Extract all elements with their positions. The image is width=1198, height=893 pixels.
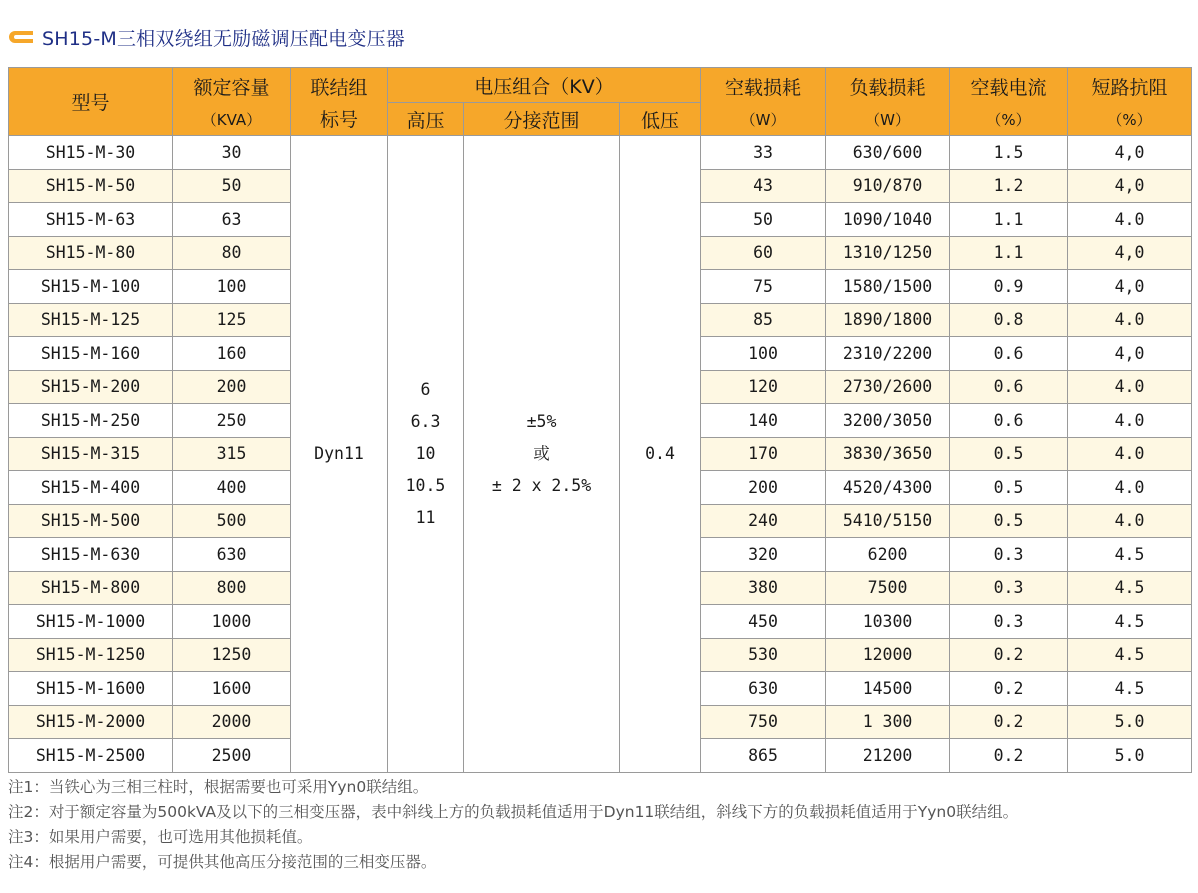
cell-model: SH15-M-160 <box>9 337 173 371</box>
cell-load-loss: 1890/1800 <box>826 303 950 337</box>
cell-load-loss: 2730/2600 <box>826 370 950 404</box>
cell-model: SH15-M-400 <box>9 471 173 505</box>
cell-capacity: 125 <box>173 303 291 337</box>
cell-model: SH15-M-200 <box>9 370 173 404</box>
cell-impedance: 5.0 <box>1068 739 1192 773</box>
cell-capacity: 400 <box>173 471 291 505</box>
page-title: SH15-M三相双绕组无励磁调压配电变压器 <box>42 27 405 50</box>
tag-arrow-icon <box>8 30 34 44</box>
cell-impedance: 4.5 <box>1068 571 1192 605</box>
cell-hv <box>388 136 464 773</box>
cell-noload-loss: 200 <box>701 471 826 505</box>
lv-value: 0.4 <box>645 443 675 463</box>
cell-impedance: 4.0 <box>1068 203 1192 237</box>
cell-model: SH15-M-30 <box>9 136 173 170</box>
cell-tap <box>464 136 620 773</box>
cell-model: SH15-M-1250 <box>9 638 173 672</box>
cell-noload-current: 0.6 <box>950 337 1068 371</box>
cell-model: SH15-M-2500 <box>9 739 173 773</box>
cell-impedance: 4.0 <box>1068 404 1192 438</box>
cell-load-loss: 5410/5150 <box>826 504 950 538</box>
cell-load-loss: 1580/1500 <box>826 270 950 304</box>
cell-load-loss: 1 300 <box>826 705 950 739</box>
hv-value: 11 <box>415 507 436 527</box>
cell-noload-current: 0.3 <box>950 538 1068 572</box>
cell-impedance: 4.5 <box>1068 638 1192 672</box>
cell-load-loss: 14500 <box>826 672 950 706</box>
cell-group <box>291 136 388 773</box>
header-tap: 分接范围 <box>464 103 620 136</box>
header-noload-loss: 空载损耗 （W） <box>701 68 826 136</box>
cell-noload-loss: 170 <box>701 437 826 471</box>
cell-model: SH15-M-500 <box>9 504 173 538</box>
cell-load-loss: 1310/1250 <box>826 236 950 270</box>
notes <box>8 775 1018 875</box>
header-load-loss: 负载损耗 （W） <box>826 68 950 136</box>
cell-load-loss: 12000 <box>826 638 950 672</box>
header-hv: 高压 <box>388 103 464 136</box>
cell-noload-loss: 43 <box>701 169 826 203</box>
cell-noload-loss: 320 <box>701 538 826 572</box>
cell-noload-loss: 750 <box>701 705 826 739</box>
cell-capacity: 100 <box>173 270 291 304</box>
cell-noload-current: 0.2 <box>950 705 1068 739</box>
note-1: 注1：当铁心为三相三柱时，根据需要也可采用Yyn0联结组。 <box>8 778 429 796</box>
cell-load-loss: 6200 <box>826 538 950 572</box>
cell-model: SH15-M-125 <box>9 303 173 337</box>
cell-model: SH15-M-630 <box>9 538 173 572</box>
cell-noload-loss: 75 <box>701 270 826 304</box>
cell-impedance: 4.5 <box>1068 672 1192 706</box>
cell-noload-current: 1.5 <box>950 136 1068 170</box>
cell-noload-current: 0.5 <box>950 437 1068 471</box>
cell-capacity: 63 <box>173 203 291 237</box>
cell-load-loss: 910/870 <box>826 169 950 203</box>
cell-model: SH15-M-100 <box>9 270 173 304</box>
cell-impedance: 4.5 <box>1068 538 1192 572</box>
spec-table <box>8 67 1192 773</box>
cell-load-loss: 10300 <box>826 605 950 639</box>
cell-load-loss: 4520/4300 <box>826 471 950 505</box>
cell-capacity: 200 <box>173 370 291 404</box>
header-impedance: 短路抗阻 （%） <box>1068 68 1192 136</box>
cell-model: SH15-M-800 <box>9 571 173 605</box>
cell-noload-current: 0.9 <box>950 270 1068 304</box>
cell-load-loss: 1090/1040 <box>826 203 950 237</box>
header-group: 联结组 标号 <box>291 68 388 136</box>
cell-noload-current: 0.2 <box>950 638 1068 672</box>
cell-capacity: 2000 <box>173 705 291 739</box>
hv-value: 10 <box>415 443 436 463</box>
cell-impedance: 4,0 <box>1068 169 1192 203</box>
header-capacity: 额定容量 （KVA） <box>173 68 291 136</box>
cell-capacity: 500 <box>173 504 291 538</box>
cell-load-loss: 21200 <box>826 739 950 773</box>
note-4: 注4：根据用户需要，可提供其他高压分接范围的三相变压器。 <box>8 853 437 871</box>
hv-value: 10.5 <box>405 475 446 495</box>
cell-model: SH15-M-1600 <box>9 672 173 706</box>
hv-value: 6.3 <box>410 411 441 431</box>
cell-noload-current: 1.1 <box>950 203 1068 237</box>
header-model: 型号 <box>9 68 173 136</box>
cell-noload-loss: 60 <box>701 236 826 270</box>
table-body <box>9 136 1192 773</box>
cell-load-loss: 3830/3650 <box>826 437 950 471</box>
cell-noload-current: 0.2 <box>950 739 1068 773</box>
group-value: Dyn11 <box>314 443 364 463</box>
cell-capacity: 800 <box>173 571 291 605</box>
cell-model: SH15-M-1000 <box>9 605 173 639</box>
cell-capacity: 2500 <box>173 739 291 773</box>
cell-impedance: 4.0 <box>1068 504 1192 538</box>
cell-model: SH15-M-2000 <box>9 705 173 739</box>
cell-capacity: 30 <box>173 136 291 170</box>
cell-impedance: 5.0 <box>1068 705 1192 739</box>
cell-model: SH15-M-80 <box>9 236 173 270</box>
cell-noload-loss: 33 <box>701 136 826 170</box>
header-voltage-combo: 电压组合（KV） <box>388 68 701 103</box>
cell-load-loss: 3200/3050 <box>826 404 950 438</box>
cell-load-loss: 630/600 <box>826 136 950 170</box>
cell-capacity: 50 <box>173 169 291 203</box>
cell-noload-loss: 100 <box>701 337 826 371</box>
cell-noload-current: 0.2 <box>950 672 1068 706</box>
cell-impedance: 4.0 <box>1068 303 1192 337</box>
cell-impedance: 4.0 <box>1068 471 1192 505</box>
cell-noload-loss: 450 <box>701 605 826 639</box>
cell-noload-loss: 240 <box>701 504 826 538</box>
note-2: 注2：对于额定容量为500kVA及以下的三相变压器，表中斜线上方的负载损耗值适用于Dyn11联结组，斜线下方的负载损耗值适用于Yyn0联结组。 <box>8 803 1019 821</box>
cell-noload-loss: 140 <box>701 404 826 438</box>
cell-capacity: 250 <box>173 404 291 438</box>
cell-noload-current: 0.3 <box>950 605 1068 639</box>
cell-capacity: 630 <box>173 538 291 572</box>
cell-model: SH15-M-50 <box>9 169 173 203</box>
header-noload-current: 空载电流 （%） <box>950 68 1068 136</box>
cell-capacity: 80 <box>173 236 291 270</box>
cell-load-loss: 2310/2200 <box>826 337 950 371</box>
tap-value: ±5% <box>526 411 557 431</box>
cell-noload-loss: 865 <box>701 739 826 773</box>
header-lv: 低压 <box>620 103 701 136</box>
cell-model: SH15-M-63 <box>9 203 173 237</box>
table-row <box>9 136 1192 170</box>
cell-capacity: 1000 <box>173 605 291 639</box>
cell-impedance: 4.0 <box>1068 437 1192 471</box>
note-3: 注3：如果用户需要，也可选用其他损耗值。 <box>8 828 313 846</box>
cell-impedance: 4,0 <box>1068 136 1192 170</box>
cell-capacity: 160 <box>173 337 291 371</box>
cell-noload-loss: 50 <box>701 203 826 237</box>
cell-impedance: 4,0 <box>1068 270 1192 304</box>
title-bar <box>8 22 405 52</box>
cell-impedance: 4.0 <box>1068 370 1192 404</box>
cell-noload-current: 0.3 <box>950 571 1068 605</box>
cell-impedance: 4,0 <box>1068 236 1192 270</box>
cell-load-loss: 7500 <box>826 571 950 605</box>
cell-noload-current: 1.1 <box>950 236 1068 270</box>
cell-lv <box>620 136 701 773</box>
cell-noload-loss: 380 <box>701 571 826 605</box>
cell-noload-loss: 630 <box>701 672 826 706</box>
cell-capacity: 1250 <box>173 638 291 672</box>
cell-noload-current: 1.2 <box>950 169 1068 203</box>
tap-value: ± 2 x 2.5% <box>491 475 592 495</box>
tap-value: 或 <box>533 443 550 463</box>
cell-noload-loss: 530 <box>701 638 826 672</box>
cell-noload-loss: 120 <box>701 370 826 404</box>
cell-capacity: 315 <box>173 437 291 471</box>
cell-capacity: 1600 <box>173 672 291 706</box>
cell-noload-current: 0.8 <box>950 303 1068 337</box>
cell-noload-current: 0.6 <box>950 370 1068 404</box>
cell-noload-current: 0.5 <box>950 504 1068 538</box>
cell-noload-current: 0.6 <box>950 404 1068 438</box>
cell-model: SH15-M-315 <box>9 437 173 471</box>
cell-model: SH15-M-250 <box>9 404 173 438</box>
cell-noload-current: 0.5 <box>950 471 1068 505</box>
cell-noload-loss: 85 <box>701 303 826 337</box>
hv-value: 6 <box>420 379 431 399</box>
cell-impedance: 4.5 <box>1068 605 1192 639</box>
cell-impedance: 4,0 <box>1068 337 1192 371</box>
